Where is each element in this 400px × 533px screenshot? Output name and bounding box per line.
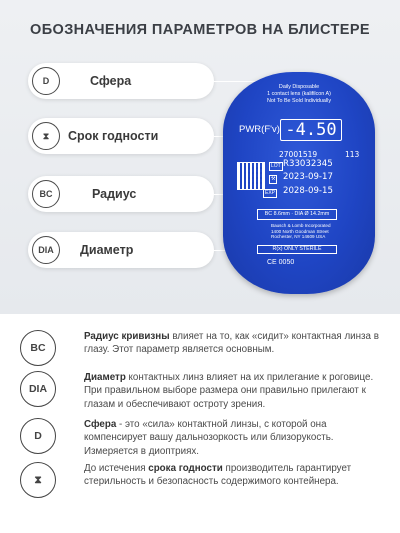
- description-text: [84, 330, 385, 357]
- sterile-box: R(x) ONLY STERILE: [257, 245, 337, 254]
- term-description: влияет на то, как «сидит» контактная линза в глазу. Этот параметр является основным.: [84, 331, 379, 356]
- manufacturer-address: [271, 223, 331, 240]
- hourglass-icon: ⧗: [20, 462, 56, 498]
- mfg-date: 2023-09-17: [283, 172, 333, 182]
- blister-pack: [223, 72, 375, 294]
- bc-dia-box: BC 8.6mm · DIA Ø 14.2mm: [257, 209, 337, 220]
- legend-radius: [28, 176, 214, 212]
- legend-diameter: [28, 232, 214, 268]
- legend-sphere-label: Сфера: [90, 74, 132, 88]
- exp-tag: EXP: [265, 190, 276, 196]
- product-code-suffix: 113: [345, 150, 360, 159]
- dia-badge-icon: DIA: [32, 236, 60, 264]
- blister-line2: 1 contact lens (kalifilcon A): [267, 91, 331, 97]
- legend-sphere: [28, 63, 214, 99]
- blister-line3: Not To Be Sold Individually: [266, 98, 332, 104]
- address-line: Bausch & Lomb Incorporated: [271, 223, 331, 228]
- description-text: [84, 462, 385, 489]
- legend-expiry-label: Срок годности: [68, 129, 159, 143]
- dia-badge-icon: DIA: [20, 371, 56, 407]
- lot-tag: LOT: [271, 163, 281, 169]
- lot-number: R33032345: [283, 159, 333, 169]
- term-prefix: До истечения: [84, 463, 149, 474]
- term-description: производитель гарантирует стерильность и безопасность содержимого контейнера.: [84, 463, 352, 488]
- mfg-date-icon: ⚒: [271, 176, 276, 182]
- bc-badge-icon: BC: [32, 180, 60, 208]
- legend-radius-label: Радиус: [92, 187, 137, 201]
- term: Диаметр: [84, 372, 126, 383]
- hourglass-icon: ⧗: [32, 122, 60, 150]
- bc-badge-icon: BC: [20, 330, 56, 366]
- sphere-badge-icon: D: [32, 67, 60, 95]
- legend-expiry: [28, 118, 214, 154]
- term: срока годности: [148, 463, 223, 474]
- description-text: [84, 418, 385, 458]
- sphere-badge-icon: D: [20, 418, 56, 454]
- legend-diameter-label: Диаметр: [80, 243, 134, 257]
- exp-date: 2028-09-15: [283, 186, 333, 196]
- ce-mark: CE 0050: [267, 259, 295, 266]
- page-title: ОБОЗНАЧЕНИЯ ПАРАМЕТРОВ НА БЛИСТЕРЕ: [30, 22, 370, 38]
- product-code: 27001519: [279, 150, 318, 159]
- blister-line1: Daily Disposable: [278, 84, 320, 90]
- pwr-value: -4.50: [280, 119, 342, 141]
- term: Радиус кривизны: [84, 331, 170, 342]
- pwr-label: PWR(F'v): [239, 124, 280, 135]
- description-text: [84, 371, 385, 411]
- term-description: контактных линз влияет на их прилегание к роговице. При правильном выборе размера они правильно прилегают к глазам и обеспечивают остроту зрения.: [84, 372, 374, 410]
- address-line: 1400 North Goodman Street: [271, 228, 329, 234]
- term: Сфера: [84, 419, 117, 430]
- address-line: Rochester, NY 14609 USA: [271, 234, 326, 240]
- term-description: - это «сила» контактной линзы, с которой она компенсирует вашу дальнозоркость или близорукость. Измеряется в диоптриях.: [84, 419, 334, 457]
- datamatrix-code-icon: [237, 162, 265, 190]
